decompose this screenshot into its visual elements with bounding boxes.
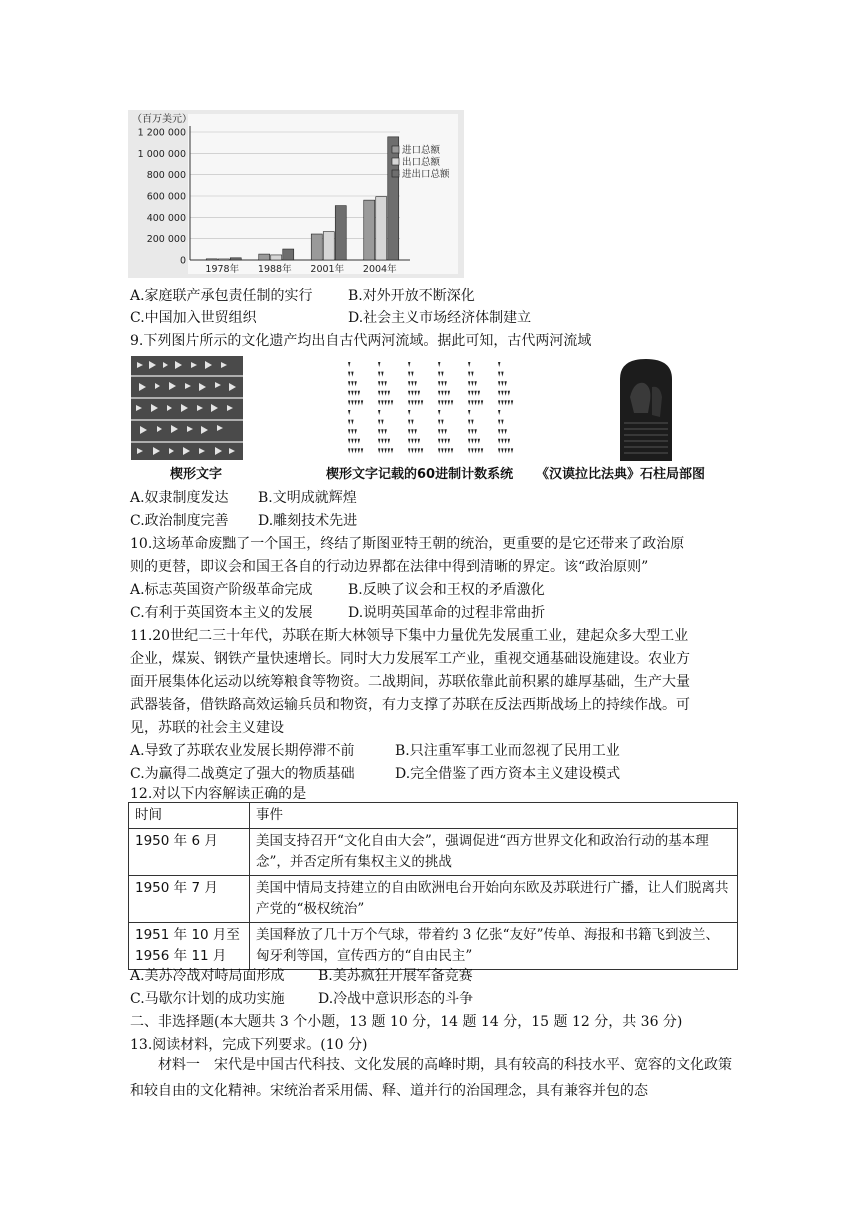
q10-option-a: A.标志英国资产阶级革命完成 (130, 582, 313, 598)
numeral-wedge (511, 400, 513, 405)
q10-option-c: C.有利于英国资本主义的发展 (130, 605, 313, 621)
header-event: 事件 (250, 803, 738, 829)
numeral-wedge (408, 448, 410, 453)
numeral-wedge (438, 420, 440, 425)
q12-options-row2 (130, 989, 473, 1009)
numeral-wedge (501, 439, 503, 444)
numeral-wedge (411, 372, 413, 377)
header-time: 时间 (129, 803, 250, 829)
q11-option-d: D.完全借鉴了西方资本主义建设模式 (395, 766, 621, 782)
x-tick-label: 2004年 (362, 264, 397, 275)
q13-stem: 13.阅读材料，完成下列要求。(10 分) (130, 1037, 368, 1053)
y-tick-label: 1 200 000 (137, 127, 186, 139)
numeral-wedge (408, 372, 410, 377)
numeral-wedge (438, 410, 440, 415)
numeral-wedge (408, 420, 410, 425)
numeral-wedge (481, 400, 483, 405)
q11-stem-line5: 见，苏联的社会主义建设 (130, 720, 284, 736)
numeral-wedge (498, 381, 500, 386)
y-tick-label: 600 000 (146, 191, 186, 203)
table-row (129, 829, 738, 876)
numeral-wedge (441, 429, 443, 434)
q11-stem-line2: 企业，煤炭、钢铁产量快速增长。同时大力发展军工产业，重视交通基础设施建设。农业方 (130, 651, 690, 667)
bar-进口总额 (259, 254, 270, 260)
numeral-wedge (474, 391, 476, 396)
numeral-wedge (451, 448, 453, 453)
numeral-wedge (358, 439, 360, 444)
q12-option-b: B.美苏疯狂开展军备竞赛 (318, 968, 473, 984)
q8-options-row1 (130, 286, 475, 306)
q8-option-d: D.社会主义市场经济体制建立 (348, 310, 532, 326)
numeral-wedge (411, 429, 413, 434)
numeral-wedge (388, 400, 390, 405)
numeral-wedge (351, 439, 353, 444)
numeral-wedge (441, 400, 443, 405)
q9-option-d: D.雕刻技术先进 (258, 513, 358, 529)
section2-heading: 二、非选择题(本大题共 3 个小题，13 题 10 分，14 题 14 分，15 题 12 分，共 36 分) (130, 1014, 683, 1030)
numeral-wedge (378, 439, 380, 444)
numeral-wedge (381, 448, 383, 453)
q13-material1: 材料一 宋代是中国古代科技、文化发展的高峰时期，具有较高的科技水平、宽容的文化政策和较自由的文化精神。宋统治者采用儒、释、道并行的治国理念，具有兼容并包的态 (130, 1057, 732, 1099)
numeral-wedge (354, 439, 356, 444)
q11-stem-line1: 11.20世纪二三十年代，苏联在斯大林领导下集中力量优先发展重工业，建起众多大型工业 (130, 628, 689, 644)
x-tick-label: 1978年 (205, 264, 240, 275)
q8-options-row2 (130, 308, 531, 328)
hammurabi-stele-image (614, 357, 678, 461)
numeral-wedge (471, 420, 473, 425)
numeral-wedge (354, 448, 356, 453)
numeral-wedge (468, 448, 470, 453)
numeral-wedge (474, 381, 476, 386)
numeral-wedge (358, 391, 360, 396)
numeral-wedge (351, 429, 353, 434)
numeral-wedge (381, 400, 383, 405)
numeral-wedge (498, 420, 500, 425)
legend-label: 出口总额 (402, 157, 441, 168)
numeral-wedge (388, 448, 390, 453)
numeral-wedge (388, 439, 390, 444)
q10-option-b: B.反映了议会和王权的矛盾激化 (348, 582, 545, 598)
legend-swatch (392, 146, 399, 153)
x-tick-label: 1988年 (257, 264, 292, 275)
numeral-wedge (474, 400, 476, 405)
numeral-wedge (414, 448, 416, 453)
numeral-wedge (501, 429, 503, 434)
q12-option-c: C.马歇尔计划的成功实施 (130, 991, 285, 1007)
numeral-wedge (381, 391, 383, 396)
x-tick-label: 2001年 (310, 264, 345, 275)
numeral-wedge (354, 391, 356, 396)
numeral-wedge (478, 391, 480, 396)
numeral-wedge (498, 448, 500, 453)
bar-进出口总额 (335, 206, 346, 260)
numeral-wedge (411, 448, 413, 453)
numeral-wedge (481, 448, 483, 453)
numeral-wedge (498, 410, 500, 415)
numeral-wedge (384, 439, 386, 444)
numeral-wedge (351, 381, 353, 386)
events-table (128, 802, 738, 970)
legend-label: 进口总额 (402, 145, 441, 156)
numeral-wedge (498, 400, 500, 405)
numeral-wedge (438, 448, 440, 453)
numeral-wedge (501, 400, 503, 405)
numeral-wedge (381, 381, 383, 386)
numeral-wedge (354, 400, 356, 405)
q11-options-row1 (130, 741, 620, 761)
numeral-wedge (421, 400, 423, 405)
table-row (129, 876, 738, 923)
y-tick-label: 0 (179, 255, 186, 267)
q10-options-row2 (130, 603, 545, 623)
numeral-wedge (498, 372, 500, 377)
numeral-wedge (348, 439, 350, 444)
row-time: 1950 年 6 月 (129, 829, 250, 876)
numeral-wedge (418, 439, 420, 444)
numeral-wedge (468, 362, 470, 367)
numeral-wedge (444, 400, 446, 405)
caption-base60: 楔形文字记载的60进制计数系统 (326, 467, 514, 482)
numeral-wedge (508, 439, 510, 444)
numeral-wedge (504, 439, 506, 444)
bar-进出口总额 (388, 137, 399, 260)
q10-option-d: D.说明英国革命的过程非常曲折 (348, 605, 546, 621)
table-header-row (129, 803, 738, 829)
numeral-wedge (498, 429, 500, 434)
numeral-wedge (381, 429, 383, 434)
numeral-wedge (358, 448, 360, 453)
numeral-wedge (351, 372, 353, 377)
q9-options-row1 (130, 488, 357, 508)
numeral-wedge (448, 391, 450, 396)
numeral-wedge (378, 400, 380, 405)
numeral-wedge (408, 400, 410, 405)
numeral-wedge (468, 391, 470, 396)
numeral-wedge (351, 391, 353, 396)
numeral-wedge (508, 391, 510, 396)
bar-进口总额 (206, 259, 217, 260)
numeral-wedge (441, 448, 443, 453)
numeral-wedge (378, 372, 380, 377)
numeral-wedge (438, 362, 440, 367)
table-row (129, 923, 738, 970)
bar-进出口总额 (283, 249, 294, 260)
bar-进口总额 (364, 200, 375, 260)
numeral-wedge (351, 420, 353, 425)
bar-出口总额 (271, 255, 282, 260)
q9-stem: 9.下列图片所示的文化遗产均出自古代两河流域。据此可知，古代两河流域 (130, 333, 592, 349)
numeral-wedge (444, 391, 446, 396)
q8-option-c: C.中国加入世贸组织 (130, 310, 257, 326)
numeral-wedge (361, 448, 363, 453)
numeral-wedge (498, 391, 500, 396)
q9-option-a: A.奴隶制度发达 (130, 490, 229, 506)
q9-option-b: B.文明成就辉煌 (258, 490, 357, 506)
numeral-wedge (504, 448, 506, 453)
numeral-wedge (354, 381, 356, 386)
numeral-wedge (501, 420, 503, 425)
numeral-wedge (438, 372, 440, 377)
y-tick-label: 800 000 (146, 170, 186, 182)
numeral-wedge (354, 429, 356, 434)
numeral-wedge (438, 400, 440, 405)
q11-stem-line4: 武器装备，借铁路高效运输兵员和物资，有力支撑了苏联在反法西斯战场上的持续作战。可 (130, 697, 690, 713)
y-tick-label: 1 000 000 (137, 148, 186, 160)
row-event: 美国释放了几十万个气球，带着约 3 亿张“友好”传单、海报和书籍飞到波兰、匈牙利等国，宣传西方的“自由民主” (250, 923, 738, 970)
sexagesimal-numerals-image (342, 358, 518, 458)
numeral-wedge (441, 439, 443, 444)
bar-进出口总额 (230, 258, 241, 260)
numeral-wedge (348, 420, 350, 425)
numeral-wedge (444, 448, 446, 453)
numeral-wedge (441, 381, 443, 386)
numeral-wedge (508, 400, 510, 405)
row-event: 美国中情局支持建立的自由欧洲电台开始向东欧及苏联进行广播，让人们脱离共产党的“极权统治” (250, 876, 738, 923)
numeral-wedge (474, 429, 476, 434)
cuneiform-tablet-image (131, 356, 243, 460)
numeral-wedge (408, 381, 410, 386)
q8-option-b: B.对外开放不断深化 (348, 288, 475, 304)
numeral-wedge (468, 372, 470, 377)
numeral-wedge (478, 400, 480, 405)
numeral-wedge (414, 391, 416, 396)
numeral-wedge (414, 429, 416, 434)
numeral-wedge (348, 391, 350, 396)
numeral-wedge (411, 439, 413, 444)
q11-option-a: A.导致了苏联农业发展长期停滞不前 (130, 743, 355, 759)
numeral-wedge (408, 429, 410, 434)
numeral-wedge (444, 429, 446, 434)
numeral-wedge (378, 410, 380, 415)
row-time: 1951 年 10 月至 1956 年 11 月 (129, 923, 250, 970)
numeral-wedge (348, 362, 350, 367)
bar-出口总额 (376, 197, 387, 260)
numeral-wedge (511, 448, 513, 453)
numeral-wedge (381, 372, 383, 377)
numeral-wedge (348, 448, 350, 453)
numeral-wedge (468, 439, 470, 444)
legend-swatch (392, 170, 399, 177)
bar-出口总额 (323, 232, 334, 260)
numeral-wedge (471, 381, 473, 386)
numeral-wedge (408, 362, 410, 367)
numeral-wedge (411, 381, 413, 386)
numeral-wedge (444, 381, 446, 386)
caption-hammurabi: 《汉谟拉比法典》石柱局部图 (536, 467, 706, 482)
numeral-wedge (378, 429, 380, 434)
numeral-wedge (411, 391, 413, 396)
row-time: 1950 年 7 月 (129, 876, 250, 923)
numeral-wedge (378, 362, 380, 367)
numeral-wedge (448, 448, 450, 453)
numeral-wedge (501, 448, 503, 453)
numeral-wedge (474, 439, 476, 444)
numeral-wedge (471, 391, 473, 396)
numeral-wedge (498, 362, 500, 367)
trade-bar-chart (128, 110, 464, 278)
numeral-wedge (448, 400, 450, 405)
numeral-wedge (414, 400, 416, 405)
numeral-wedge (504, 429, 506, 434)
q9-option-c: C.政治制度完善 (130, 513, 229, 529)
numeral-wedge (504, 391, 506, 396)
numeral-wedge (408, 439, 410, 444)
y-tick-label: 400 000 (146, 212, 186, 224)
numeral-wedge (471, 439, 473, 444)
numeral-wedge (384, 391, 386, 396)
numeral-wedge (498, 439, 500, 444)
numeral-wedge (441, 420, 443, 425)
numeral-wedge (381, 420, 383, 425)
numeral-wedge (348, 381, 350, 386)
numeral-wedge (414, 439, 416, 444)
legend-swatch (392, 158, 399, 165)
numeral-wedge (468, 400, 470, 405)
numeral-wedge (471, 372, 473, 377)
numeral-wedge (501, 381, 503, 386)
numeral-wedge (508, 448, 510, 453)
q10-stem-line2: 则的更替，即议会和国王各自的行动边界都在法律中得到清晰的界定。该“政治原则” (130, 559, 649, 575)
numeral-wedge (421, 448, 423, 453)
numeral-wedge (411, 400, 413, 405)
numeral-wedge (348, 400, 350, 405)
numeral-wedge (501, 372, 503, 377)
numeral-wedge (438, 381, 440, 386)
numeral-wedge (378, 381, 380, 386)
numeral-wedge (361, 400, 363, 405)
numeral-wedge (378, 420, 380, 425)
numeral-wedge (384, 448, 386, 453)
numeral-wedge (384, 400, 386, 405)
numeral-wedge (391, 400, 393, 405)
numeral-wedge (384, 381, 386, 386)
numeral-wedge (478, 448, 480, 453)
q11-option-c: C.为赢得二战奠定了强大的物质基础 (130, 766, 355, 782)
numeral-wedge (478, 439, 480, 444)
q12-stem: 12.对以下内容解读正确的是 (130, 786, 307, 802)
numeral-wedge (418, 448, 420, 453)
numeral-wedge (391, 448, 393, 453)
q12-option-a: A.美苏冷战对峙局面形成 (130, 968, 285, 984)
numeral-wedge (351, 400, 353, 405)
numeral-wedge (378, 448, 380, 453)
numeral-wedge (448, 439, 450, 444)
numeral-wedge (471, 400, 473, 405)
numeral-wedge (444, 439, 446, 444)
numeral-wedge (348, 429, 350, 434)
numeral-wedge (504, 400, 506, 405)
numeral-wedge (411, 420, 413, 425)
numeral-wedge (358, 400, 360, 405)
numeral-wedge (474, 448, 476, 453)
numeral-wedge (414, 381, 416, 386)
bar-进口总额 (311, 234, 322, 260)
numeral-wedge (418, 400, 420, 405)
numeral-wedge (501, 391, 503, 396)
numeral-wedge (408, 391, 410, 396)
numeral-wedge (438, 429, 440, 434)
q10-stem-line1: 10.这场革命废黜了一个国王，终结了斯图亚特王朝的统治，更重要的是它还带来了政治原 (130, 536, 685, 552)
numeral-wedge (418, 391, 420, 396)
q9-options-row2 (130, 511, 357, 531)
numeral-wedge (468, 381, 470, 386)
q11-options-row2 (130, 764, 620, 784)
q10-options-row1 (130, 580, 545, 600)
numeral-wedge (388, 391, 390, 396)
numeral-wedge (471, 429, 473, 434)
numeral-wedge (348, 372, 350, 377)
numeral-wedge (468, 429, 470, 434)
legend-label: 进出口总额 (402, 169, 450, 180)
y-tick-label: 200 000 (146, 234, 186, 246)
numeral-wedge (381, 439, 383, 444)
chart-svg (128, 110, 464, 278)
row-event: 美国支持召开“文化自由大会”，强调促进“西方世界文化和政治行动的基本理念”，并否定所有集权主义的挑战 (250, 829, 738, 876)
y-axis-title: （百万美元） (132, 114, 192, 125)
numeral-wedge (441, 391, 443, 396)
caption-cuneiform: 楔形文字 (170, 467, 223, 482)
q11-stem-line3: 面开展集体化运动以统筹粮食等物资。二战期间，苏联依靠此前积累的雄厚基础，生产大量 (130, 674, 690, 690)
q8-option-a: A.家庭联产承包责任制的实行 (130, 288, 313, 304)
numeral-wedge (504, 381, 506, 386)
numeral-wedge (408, 410, 410, 415)
numeral-wedge (384, 429, 386, 434)
bar-出口总额 (218, 259, 229, 260)
numeral-wedge (441, 372, 443, 377)
numeral-wedge (378, 391, 380, 396)
numeral-wedge (348, 410, 350, 415)
q11-option-b: B.只注重军事工业而忽视了民用工业 (395, 743, 620, 759)
numeral-wedge (468, 410, 470, 415)
numeral-wedge (468, 420, 470, 425)
q12-option-d: D.冷战中意识形态的斗争 (318, 991, 474, 1007)
numeral-wedge (438, 391, 440, 396)
numeral-wedge (438, 439, 440, 444)
numeral-wedge (351, 448, 353, 453)
numeral-wedge (451, 400, 453, 405)
q12-options-row1 (130, 966, 473, 986)
numeral-wedge (471, 448, 473, 453)
